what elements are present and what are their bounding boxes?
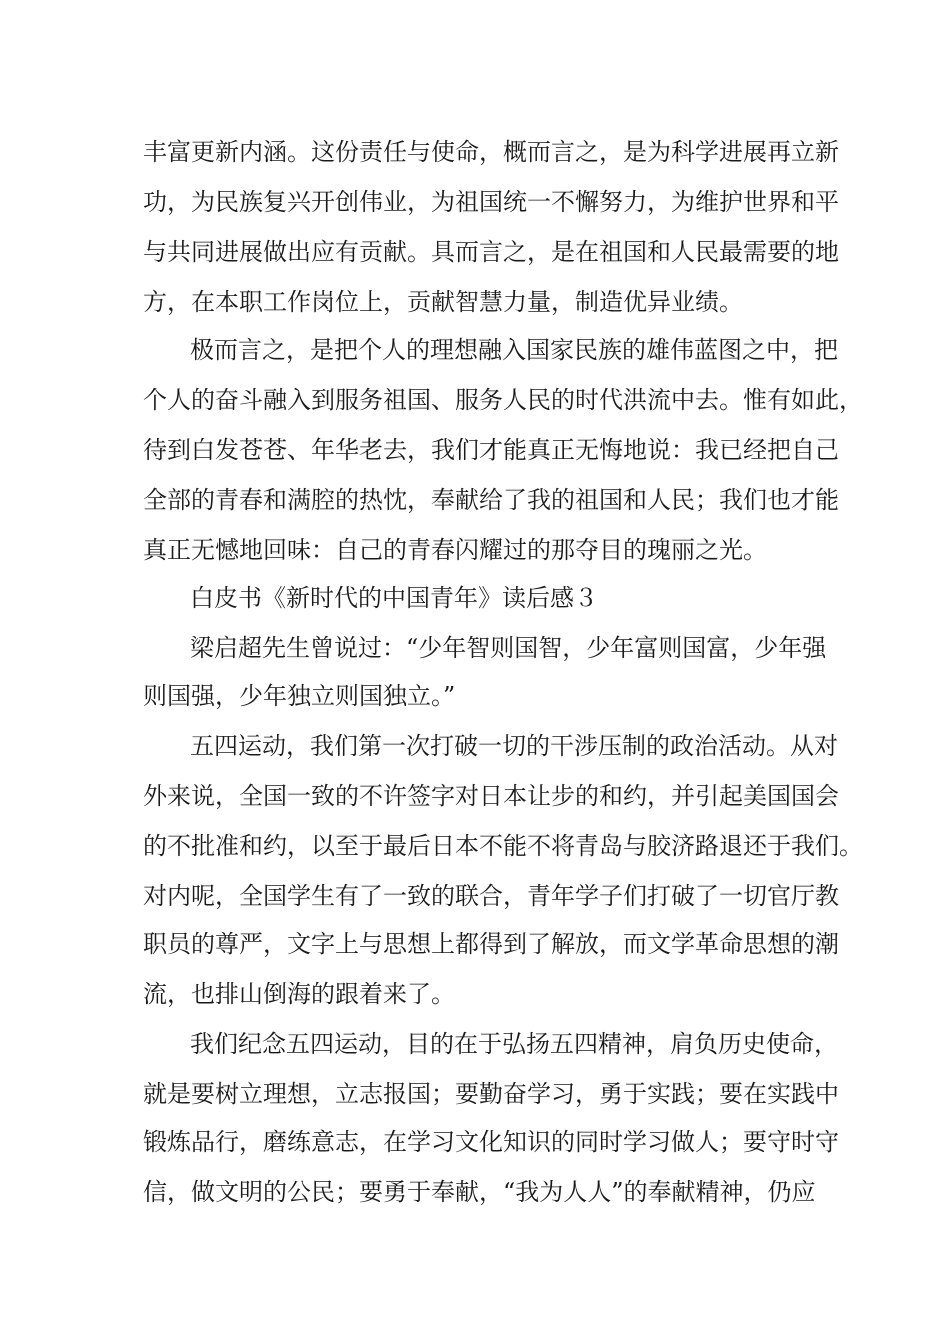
- text-line: 职员的尊严，文字上与思想上都得到了解放，而文学革命思想的潮: [143, 930, 839, 958]
- text-line: 待到白发苍苍、年华老去，我们才能真正无悔地说：我已经把自己: [143, 436, 839, 464]
- text-line: 功，为民族复兴开创伟业，为祖国统一不懈努力，为维护世界和平: [143, 188, 839, 216]
- text-line: 梁启超先生曾说过：“少年智则国智，少年富则国富，少年强: [190, 634, 827, 662]
- text-line: 真正无憾地回味：自己的青春闪耀过的那夺目的瑰丽之光。: [143, 536, 767, 564]
- section-heading: 白皮书《新时代的中国青年》读后感３: [190, 584, 598, 612]
- text-line: 则国强，少年独立则国独立。”: [143, 682, 456, 710]
- text-line: 锻炼品行，磨练意志，在学习文化知识的同时学习做人；要守时守: [143, 1128, 839, 1156]
- text-line: 全部的青春和满腔的热忱，奉献给了我的祖国和人民；我们也才能: [143, 486, 839, 514]
- text-line: 就是要树立理想，立志报国；要勤奋学习，勇于实践；要在实践中: [143, 1080, 839, 1108]
- text-line: 极而言之，是把个人的理想融入国家民族的雄伟蓝图之中，把: [190, 336, 838, 364]
- text-line: 方，在本职工作岗位上，贡献智慧力量，制造优异业绩。: [143, 288, 743, 316]
- text-line: 的不批准和约，以至于最后日本不能不将青岛与胶济路退还于我们。: [143, 832, 863, 860]
- text-line: 信，做文明的公民；要勇于奉献，“我为人人”的奉献精神，仍应: [143, 1178, 816, 1206]
- text-line: 与共同进展做出应有贡献。具而言之，是在祖国和人民最需要的地: [143, 238, 839, 266]
- text-line: 五四运动，我们第一次打破一切的干涉压制的政治活动。从对: [190, 732, 838, 760]
- text-line: 个人的奋斗融入到服务祖国、服务人民的时代洪流中去。惟有如此，: [143, 386, 863, 414]
- text-line: 我们纪念五四运动，目的在于弘扬五四精神，肩负历史使命，: [190, 1030, 838, 1058]
- text-line: 流，也排山倒海的跟着来了。: [143, 980, 455, 1008]
- text-line: 对内呢，全国学生有了一致的联合，青年学子们打破了一切官厅教: [143, 882, 839, 910]
- text-line: 外来说，全国一致的不许签字对日本让步的和约，并引起美国国会: [143, 782, 839, 810]
- text-line: 丰富更新内涵。这份责任与使命，概而言之，是为科学进展再立新: [143, 138, 839, 166]
